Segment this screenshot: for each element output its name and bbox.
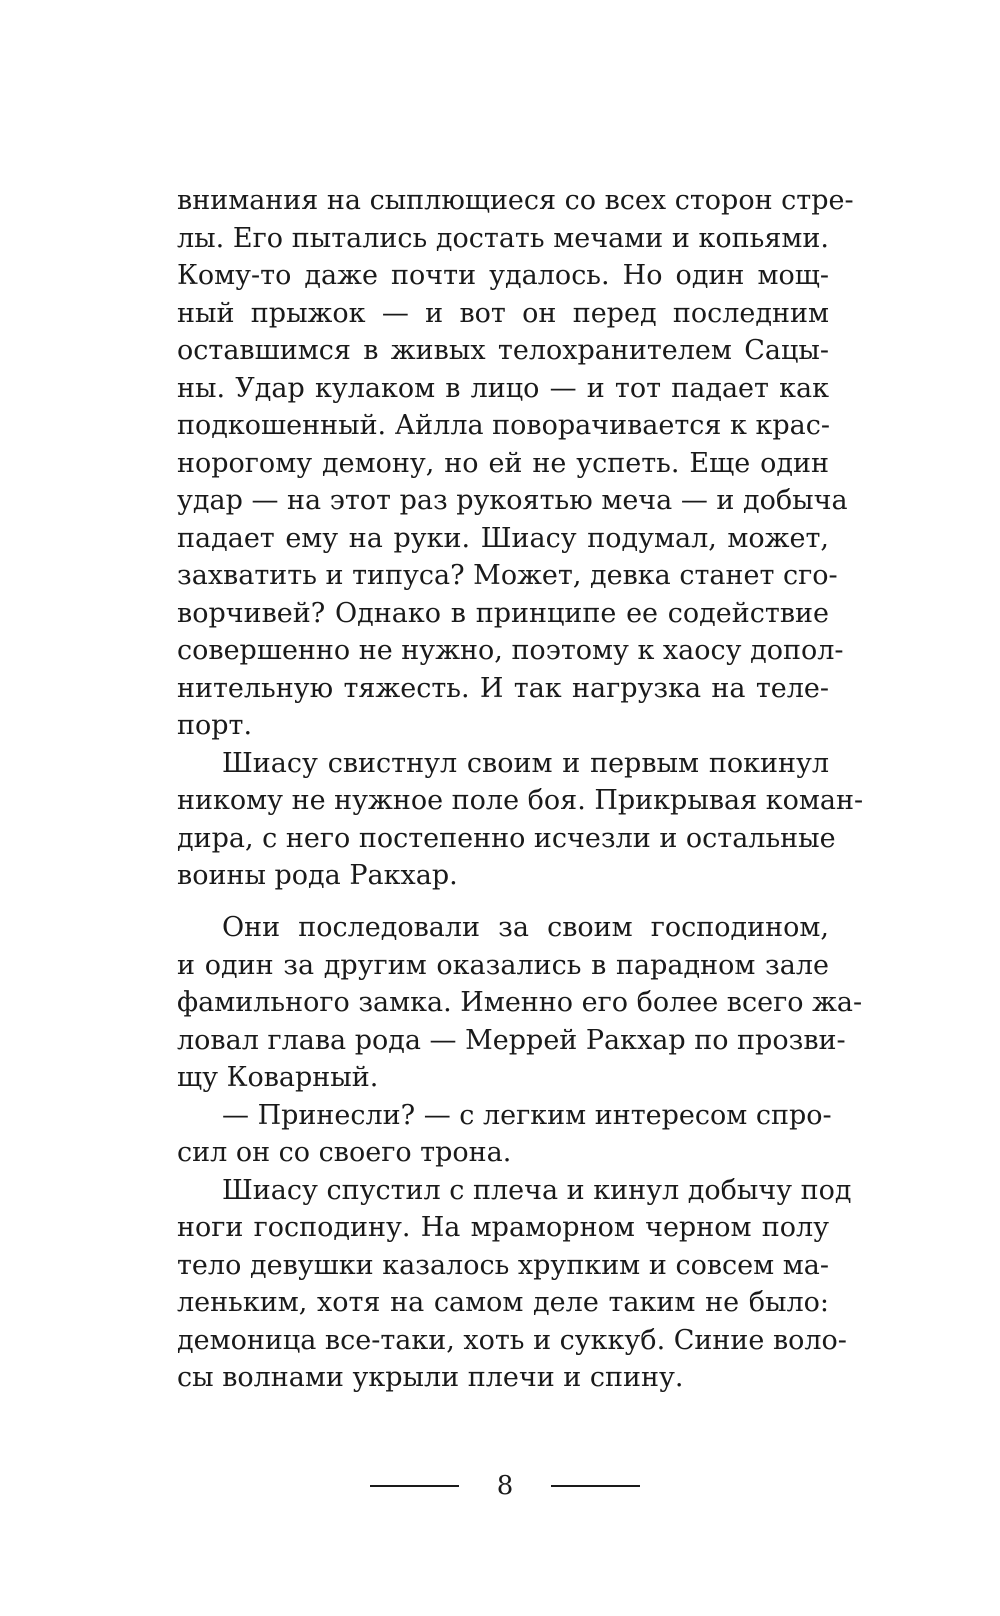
text-line: Кому-то даже почти удалось. Но один мощ- [177,260,829,291]
text-line: нительную тяжесть. И так нагрузка на теле- [177,672,829,704]
text-line: Они последовали за своим господином, [222,912,829,943]
text-line: тело девушки казалось хрупким и совсем ма- [177,1249,829,1281]
text-line: ный прыжок — и вот он перед последним [177,297,829,329]
text-line: и один за другим оказались в парадном зале [177,949,829,981]
text-line: ноги господину. На мраморном черном полу [177,1212,829,1243]
page-number: 8 [496,1471,514,1501]
text-block-1 [177,182,864,895]
text-line: ны. Удар кулаком в лицо — и тот падает как [177,372,829,404]
text-line: Шиасу спустил с плеча и кинул добычу под [222,1174,852,1206]
text-line: норогому демону, но ей не успеть. Еще один [177,447,829,479]
text-line: воины рода Ракхар. [177,860,458,891]
text-line: порт. [177,710,253,741]
text-line: подкошенный. Айлла поворачивается к крас- [177,410,830,441]
text-line: ворчивей? Однако в принципе ее содействие [177,597,829,629]
text-line: леньким, хотя на самом деле таким не было: [177,1287,829,1318]
text-line: дира, с него постепенно исчезли и остальные [177,822,836,854]
page-footer [370,1468,640,1504]
text-line: падает ему на руки. Шиасу подумал, может, [177,522,829,554]
text-line: внимания на сыплющиеся со всех сторон стре- [177,185,854,216]
text-line: сы волнами укрыли плечи и спину. [177,1362,684,1393]
text-line: щу Коварный. [177,1062,379,1093]
footer-rule-right [551,1485,640,1487]
text-line: Шиасу свистнул своим и первым покинул [222,747,829,779]
text-line: сил он со своего трона. [177,1137,512,1168]
text-line: никому не нужное поле боя. Прикрывая коман- [177,785,864,816]
text-line: лы. Его пытались достать мечами и копьями. [177,222,829,254]
text-line: удар — на этот раз рукоятью меча — и добыча [177,485,848,516]
text-block-2 [177,909,863,1397]
text-line: — Принесли? — с легким интересом спро- [222,1099,832,1131]
text-line: оставшимся в живых телохранителем Сацы- [177,335,829,366]
text-line: совершенно не нужно, поэтому к хаосу допол- [177,635,844,666]
text-line: фамильного замка. Именно его более всего жа- [177,987,863,1018]
text-line: захватить и типуса? Может, девка станет сго- [177,560,838,591]
text-line: ловал глава рода — Меррей Ракхар по прозви- [177,1024,846,1056]
text-line: демоница все-таки, хоть и суккуб. Синие воло- [177,1324,847,1356]
